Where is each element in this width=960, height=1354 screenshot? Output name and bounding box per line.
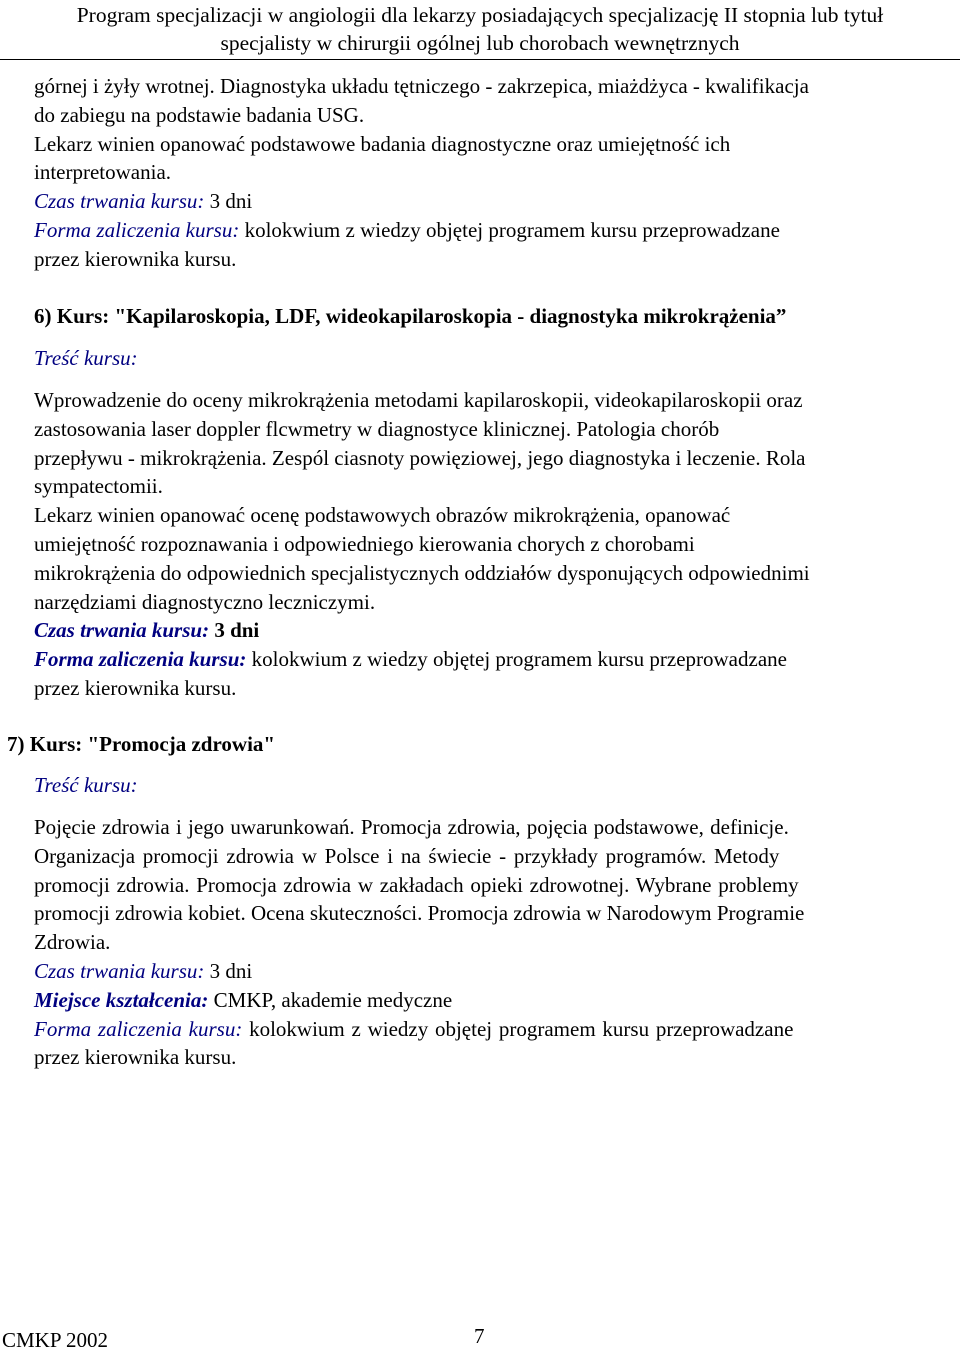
- section-6-content-label: Treść kursu:: [34, 346, 138, 370]
- page-header: [0, 0, 960, 60]
- prev-duration: [34, 187, 954, 216]
- section-6-body: [34, 386, 954, 703]
- section-7-completion: [34, 1015, 954, 1044]
- section-7-line-4: promocji zdrowia kobiet. Ocena skuteczności. Promocja zdrowia w Narodowym Programie: [34, 901, 805, 926]
- section-7-place: [34, 986, 954, 1015]
- section-6-line-8: narzędziami diagnostyczno leczniczymi.: [34, 589, 376, 614]
- prev-completion: [34, 216, 954, 245]
- duration-label: Czas trwania kursu:: [34, 618, 210, 643]
- section-6-completion: [34, 645, 954, 674]
- place-value: CMKP, akademie medyczne: [208, 987, 453, 1012]
- duration-value: 3 dni: [204, 958, 253, 983]
- section-7-line-3: promocji zdrowia. Promocja zdrowia w zakładach opieki zdrowotnej. Wybrane problemy: [34, 872, 799, 897]
- completion-label: Forma zaliczenia kursu:: [34, 217, 240, 242]
- completion-value: kolokwium z wiedzy objętej programem kursu przeprowadzane: [246, 647, 787, 672]
- section-7-line-2: Organizacja promocji zdrowia w Polsce i na świecie - przykłady programów. Metody: [34, 843, 780, 868]
- prev-section: [34, 72, 954, 274]
- section-7-content-label-wrap: [34, 771, 954, 800]
- section-7-content-label: Treść kursu:: [34, 773, 138, 797]
- section-7-completion-cont: przez kierownika kursu.: [34, 1045, 237, 1070]
- section-6-line-2: zastosowania laser doppler flcwmetry w diagnostyce klinicznej. Patologia chorób: [34, 416, 720, 441]
- header-line-1: Program specjalizacji w angiologii dla lekarzy posiadających specjalizację II stopnia lub tytuł: [76, 3, 884, 27]
- page-number: 7: [474, 1324, 485, 1348]
- duration-value: 3 dni: [209, 618, 260, 643]
- completion-value: kolokwium z wiedzy objętej programem kursu przeprowadzane: [239, 217, 780, 242]
- duration-label: Czas trwania kursu:: [34, 958, 205, 983]
- section-6-completion-cont: przez kierownika kursu.: [34, 675, 237, 700]
- prev-line-2: do zabiegu na podstawie badania USG.: [34, 102, 365, 127]
- section-6-title: 6) Kurs: "Kapilaroskopia, LDF, wideokapilaroskopia - diagnostyka mikrokrążenia”: [34, 304, 787, 328]
- prev-line-1: górnej i żyły wrotnej. Diagnostyka układu tętniczego - zakrzepica, miażdżyca - kwalifikacja: [34, 74, 809, 98]
- completion-label: Forma zaliczenia kursu:: [34, 1016, 243, 1041]
- section-7-body: [34, 813, 954, 1072]
- section-6: [34, 302, 954, 331]
- section-6-line-7: mikrokrążenia do odpowiednich specjalistycznych oddziałów dysponujących odpowiednimi: [34, 560, 810, 585]
- prev-line-4: interpretowania.: [34, 160, 172, 185]
- place-label: Miejsce kształcenia:: [34, 987, 209, 1012]
- section-7-line-5: Zdrowia.: [34, 930, 111, 955]
- duration-value: 3 dni: [204, 189, 253, 214]
- header-line-2: specjalisty w chirurgii ogólnej lub chorobach wewnętrznych: [220, 31, 740, 55]
- section-6-line-4: sympatectomii.: [34, 474, 163, 499]
- section-6-duration: [34, 616, 954, 645]
- prev-line-3: Lekarz winien opanować podstawowe badania diagnostyczne oraz umiejętność ich: [34, 131, 731, 156]
- section-6-line-1: Wprowadzenie do oceny mikrokrążenia metodami kapilaroskopii, videokapilaroskopii oraz: [34, 388, 803, 412]
- section-6-line-5: Lekarz winien opanować ocenę podstawowych obrazów mikrokrążenia, opanować: [34, 503, 731, 528]
- section-7-line-1: Pojęcie zdrowia i jego uwarunkowań. Promocja zdrowia, pojęcia podstawowe, definicje.: [34, 815, 789, 839]
- section-6-line-6: umiejętność rozpoznawania i odpowiedniego kierowania chorych z chorobami: [34, 531, 695, 556]
- section-7: [7, 730, 927, 759]
- section-6-line-3: przepływu - mikrokrążenia. Zespól ciasnoty powięziowej, jego diagnostyka i leczenie. Rola: [34, 445, 806, 470]
- section-7-title: 7) Kurs: "Promocja zdrowia": [7, 732, 276, 756]
- section-7-duration: [34, 957, 954, 986]
- prev-completion-cont: przez kierownika kursu.: [34, 246, 237, 271]
- completion-value: kolokwium z wiedzy objętej programem kursu przeprowadzane: [242, 1016, 794, 1041]
- section-6-content-label-wrap: [34, 344, 954, 373]
- footer-cmkp: CMKP 2002: [2, 1328, 108, 1352]
- completion-label: Forma zaliczenia kursu:: [34, 647, 247, 672]
- duration-label: Czas trwania kursu:: [34, 189, 205, 214]
